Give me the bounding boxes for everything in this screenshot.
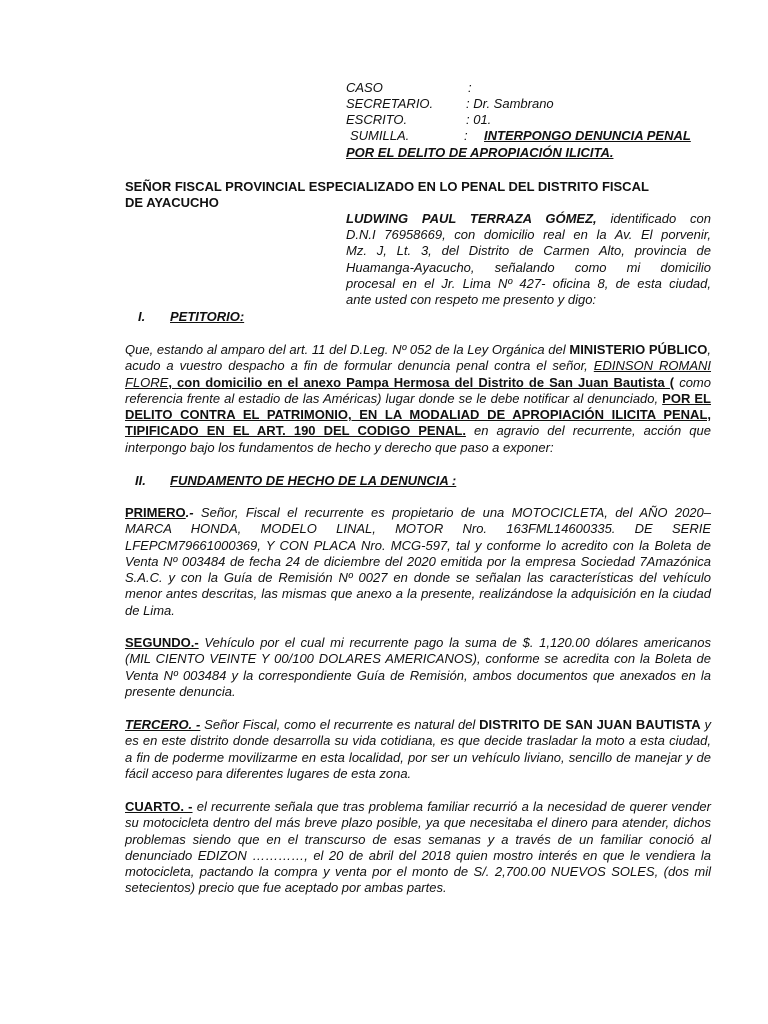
primero-label: PRIMERO (125, 505, 186, 520)
sumilla-label: SUMILLA. (350, 128, 410, 143)
cuarto-paragraph: CUARTO. - el recurrente señala que tras problema familiar recurrió a la necesidad de querer vender su motocicleta dentro del más breve plazo posible, ya que necesitaba el dinero para atender, dichos problemas siendo que en el transcurso de esas semanas y a través de un familiar conoció al denunciado EDIZON …………, el 20 de abril del 2018 quien mostro interés en que le vendiera la motocicleta, pactando la compra y venta por el monto de S/. 2,700.00 NUEVOS SOLES, (dos mil setecientos) precio que fue aceptado por ambas partes. (125, 799, 711, 896)
secretario-value: : Dr. Sambrano (466, 96, 554, 111)
sumilla-line-2: POR EL DELITO DE APROPIACIÓN ILICITA. (346, 145, 614, 160)
section-1-title: PETITORIO: (170, 309, 245, 324)
primero-paragraph: PRIMERO.- Señor, Fiscal el recurrente es propietario de una MOTOCICLETA, del AÑO 2020– MARCA HONDA, MODELO LINAL, MOTOR Nro. 163FML14600335. DE SERIE LFEPCM79661000369, Y CON PLACA Nro. MCG-597, tal y conforme lo acredito con la Boleta de Venta Nº 003484 de fecha 24 de diciembre del 2020 emitida por la empresa Sociedad 7Amazónica S.A.C. y con la Guía de Remisión Nº 0027 en donde se señalan las características del vehículo menor antes descritas, las mismas que anexo a la presente, realizándose la adquisición en la ciudad de Lima. (125, 505, 711, 618)
sumilla-separator: : (464, 128, 468, 143)
tercero-label: TERCERO. - (125, 717, 201, 732)
section-2-title: FUNDAMENTO DE HECHO DE LA DENUNCIA : (170, 473, 457, 488)
cuarto-label: CUARTO. - (125, 799, 193, 814)
escrito-label: ESCRITO. (346, 112, 408, 127)
intro-line-4: Huamanga-Ayacucho, señalando como mi domicilio (346, 260, 711, 275)
intro-line-2: D.N.I 76958669, con domicilio real en la Av. El porvenir, (346, 227, 711, 242)
sumilla-line-1: INTERPONGO DENUNCIA PENAL (484, 128, 691, 143)
segundo-paragraph: SEGUNDO.- Vehículo por el cual mi recurrente pago la suma de $. 1,120.00 dólares americanos (MIL CIENTO VEINTE Y 00/100 DOLARES AMERICANOS), conforme se acredita con la Boleta de Venta Nº 003484 y la correspondiente Guía de Remisión, ambos documentos que anexados en la presente denuncia. (125, 635, 711, 699)
section-2-number: II. (135, 473, 146, 488)
distrito-san-juan: DISTRITO DE SAN JUAN BAUTISTA (479, 717, 701, 732)
tercero-paragraph: TERCERO. - Señor Fiscal, como el recurrente es natural del DISTRITO DE SAN JUAN BAUTISTA y es en este distrito donde desarrolla su vida cotidiana, es que decide trasladar la moto a esta ciudad, a fin de poderme movilizarme en esta localidad, por ser un vehículo liviano, sencillo de manejar y de fácil acceso para diferentes lugares de esta zona. (125, 717, 711, 781)
intro-line-6: ante usted con respeto me presento y digo: (346, 292, 597, 307)
addressee-line-2: DE AYACUCHO (125, 195, 219, 210)
intro-line-3: Mz. J, Lt. 3, del Distrito de Carmen Alto, provincia de (346, 243, 711, 258)
intro-line-1: LUDWING PAUL TERRAZA GÓMEZ, identificado con (346, 211, 711, 226)
petitorio-paragraph: Que, estando al amparo del art. 11 del D.Leg. Nº 052 de la Ley Orgánica del MINISTERIO PÚBLICO, acudo a vuestro despacho a fin de formular denuncia penal contra el señor, EDINSON ROMANI FLORE, con domicilio en el anexo Pampa Hermosa del Distrito de San Juan Bautista ( como referencia frente al estadio de las Américas) lugar donde se le debe notificar al denunciado, POR EL DELITO CONTRA EL PATRIMONIO, EN LA MODALIAD DE APROPIACIÓN ILICITA PENAL, TIPIFICADO EN EL ART. 190 DEL CODIGO PENAL. en agravio del recurrente, acción que interpongo bajo los fundamentos de hecho y derecho que paso a exponer: (125, 342, 712, 455)
caso-value: : (468, 80, 472, 95)
addressee-line-1: SEÑOR FISCAL PROVINCIAL ESPECIALIZADO EN LO PENAL DEL DISTRITO FISCAL (125, 179, 649, 194)
delito-tipificado: POR EL DELITO CONTRA EL PATRIMONIO, EN LA MODALIAD DE APROPIACIÓN ILICITA PENAL, TIPIFICADO EN EL ART. 190 DEL CODIGO PENAL. (125, 390, 711, 439)
escrito-value: : 01. (466, 112, 492, 127)
caso-label: CASO (346, 80, 383, 95)
intro-line-5: procesal en el Jr. Lima Nº 427- oficina 8, de esta ciudad, (346, 276, 711, 291)
complainant-name: LUDWING PAUL TERRAZA GÓMEZ, (346, 211, 597, 226)
denunciado-name: EDINSON ROMANI FLORE (125, 358, 712, 390)
section-1-number: I. (138, 309, 146, 324)
denunciado-address: , con domicilio en el anexo Pampa Hermosa del Distrito de San Juan Bautista ( (168, 374, 675, 390)
secretario-label: SECRETARIO. (346, 96, 434, 111)
segundo-label: SEGUNDO.- (125, 635, 199, 650)
ministerio-publico: MINISTERIO PÚBLICO (569, 342, 708, 357)
